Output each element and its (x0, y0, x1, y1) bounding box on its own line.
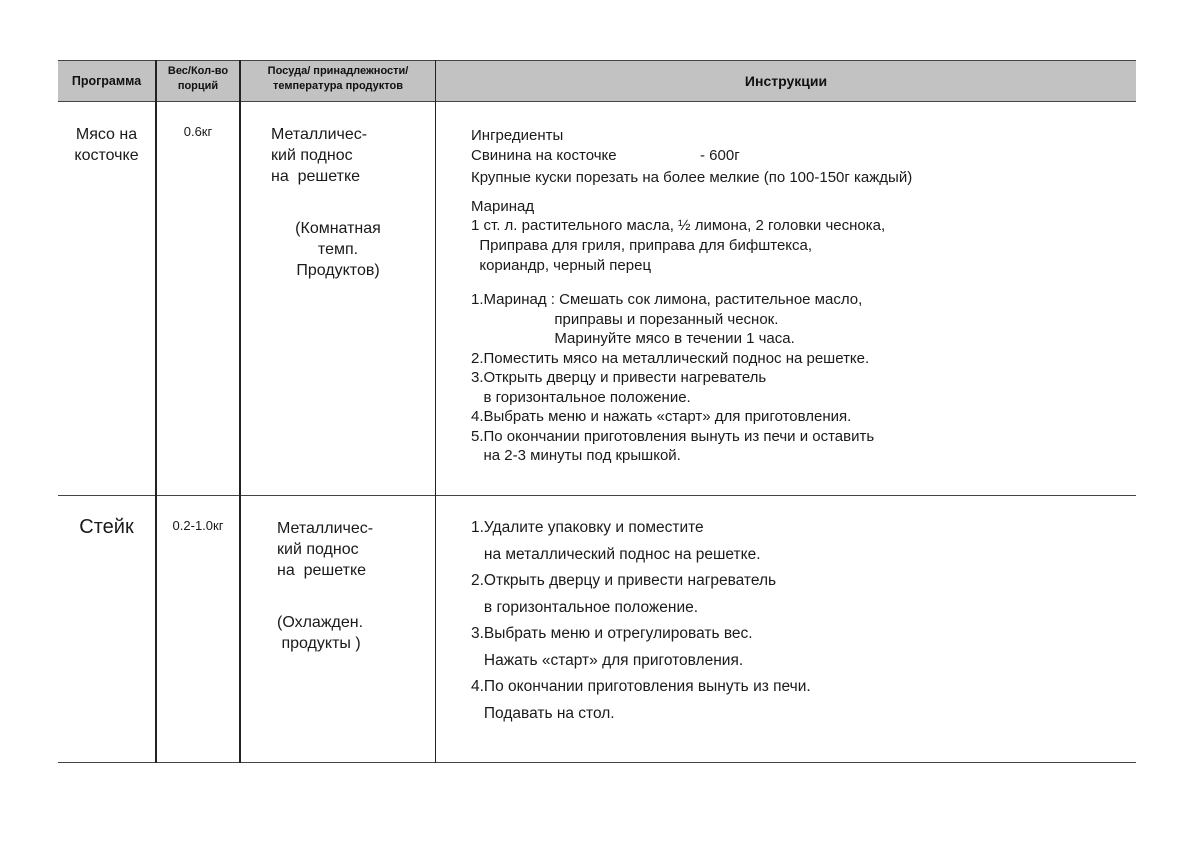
row-divider (58, 495, 1136, 496)
header-weight-line1: Вес/Кол-во (167, 65, 229, 77)
column-divider-2 (239, 60, 241, 763)
row1-ingredient-note: Крупные куски порезать на более мелкие (по 100-150г каждый) (471, 169, 913, 186)
header-instructions-label: Инструкции (744, 73, 828, 89)
row1-weight: 0.6кг (183, 124, 213, 139)
row1-marinade-text: 1 ст. л. растительного масла, ½ лимона, 2 головки чеснока, Приправа для гриля, приправа для бифштекса, кориандр, черный перец (471, 217, 886, 274)
column-divider-3 (435, 60, 436, 763)
row1-dish: Металличес- кий поднос на решетке (271, 126, 368, 185)
row1-program: Мясо на косточке (74, 126, 139, 164)
column-divider-1 (155, 60, 157, 763)
header-program-label: Программа (71, 74, 142, 88)
row2-temperature: (Охлажден. продукты ) (277, 614, 364, 652)
header-dish-line2: температура продуктов (272, 80, 404, 92)
row1-marinade-title: Маринад (471, 198, 535, 215)
row2-dish: Металличес- кий поднос на решетке (277, 520, 374, 579)
row2-program: Стейк (79, 516, 134, 538)
header-program (58, 60, 155, 102)
row1-ingredient-amount: - 600г (700, 147, 740, 164)
table-bottom-rule (58, 762, 1136, 763)
header-weight (157, 64, 239, 94)
row2-steps: 1.Удалите упаковку и поместите на металлический поднос на решетке. 2.Открыть дверцу и привести нагреватель в горизонтальное положение. 3.Выбрать меню и отрегулировать вес. Нажать «старт» для приготовления. 4.По окончании приготовления вынуть из печи. Подавать на стол. (471, 519, 811, 722)
header-dish (241, 64, 435, 94)
header-weight-line2: порций (177, 80, 219, 92)
row2-weight: 0.2-1.0кг (172, 518, 224, 533)
header-instructions (436, 60, 1136, 102)
row1-temperature: (Комнатная темп. Продуктов) (295, 220, 381, 279)
header-dish-line1: Посуда/ принадлежности/ (267, 65, 409, 77)
row1-ingredients-title: Ингредиенты (471, 127, 564, 144)
row1-ingredient-name: Свинина на косточке (471, 147, 617, 164)
row1-steps: 1.Маринад : Смешать сок лимона, растительное масло, приправы и порезанный чеснок. Маринуйте мясо в течении 1 часа. 2.Поместить мясо на металлический поднос на решетке. 3.Открыть дверцу и привести нагреватель в горизонтальное положение. 4.Выбрать меню и нажать «старт» для приготовления. 5.По окончании приготовления вынуть из печи и оставить на 2-3 минуты под крышкой. (471, 291, 875, 464)
